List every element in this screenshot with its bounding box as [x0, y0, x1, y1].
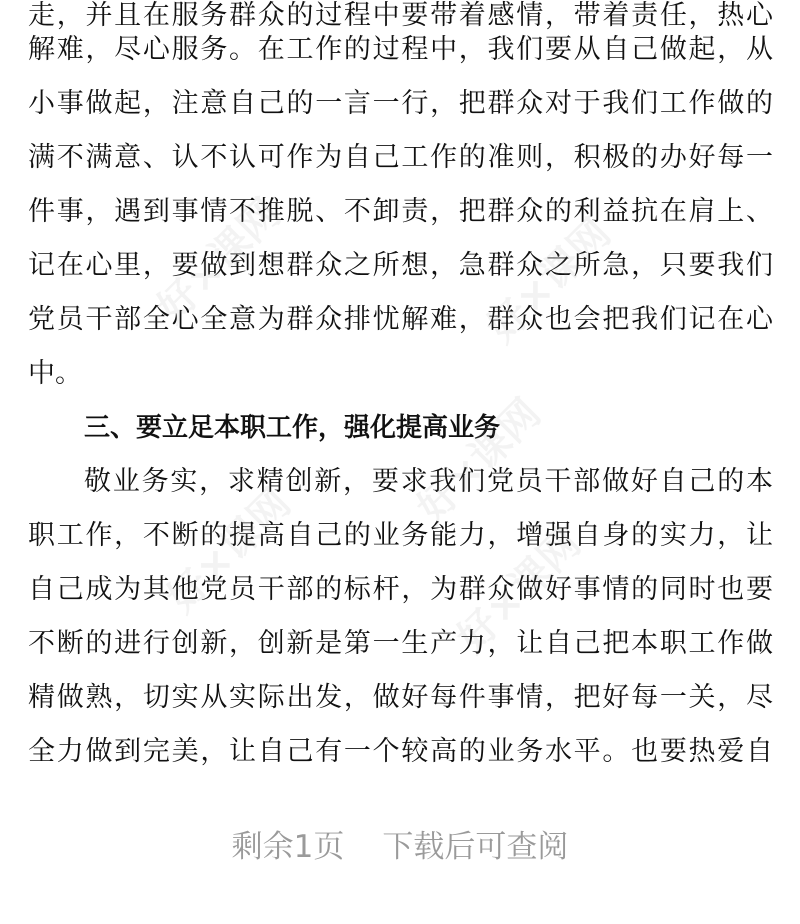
watermark-text: 好×课网: [408, 390, 550, 532]
paragraph-line: 解难，尽心服务。在工作的过程中，我们要从自己做起，从: [28, 34, 773, 65]
watermark-text: 好×课网: [448, 520, 590, 662]
paragraph-line: 满不满意、认不认可作为自己工作的准则，积极的办好每一: [28, 142, 773, 173]
download-prompt[interactable]: [0, 822, 800, 872]
paragraph-line: 记在心里，要做到想群众之所想，急群众之所急，只要我们: [28, 250, 773, 281]
paragraph-line: 自己成为其他党员干部的标杆，为群众做好事情的同时也要: [28, 574, 773, 605]
paragraph-line: 精做熟，切实从实际出发，做好每件事情，把好每一关，尽: [28, 682, 773, 713]
paragraph-line: 走，并且在服务群众的过程中要带着感情，带着责任，热心: [28, 0, 773, 31]
paragraph-line: 小事做起，注意自己的一言一行，把群众对于我们工作做的: [28, 88, 773, 119]
paragraph-line: 职工作，不断的提高自己的业务能力，增强自身的实力，让: [28, 520, 773, 551]
watermark-text: 好×课网: [478, 210, 620, 352]
section-heading: 三、要立足本职工作，强化提高业务: [84, 413, 501, 443]
watermark-text: 好×课网: [148, 190, 290, 332]
paragraph-line: 件事，遇到事情不推脱、不卸责，把群众的利益抗在肩上、: [28, 196, 773, 227]
download-to-view-label: 下载后可查阅: [382, 829, 569, 865]
paragraph-line: 中。: [28, 358, 82, 389]
watermark-text: 好×课网: [158, 480, 300, 622]
remaining-pages-label: 剩余1页: [231, 829, 345, 865]
paragraph-line: 敬业务实，求精创新，要求我们党员干部做好自己的本: [84, 466, 773, 497]
paragraph-line: 党员干部全心全意为群众排忧解难，群众也会把我们记在心: [28, 304, 773, 335]
paragraph-line: 不断的进行创新，创新是第一生产力，让自己把本职工作做: [28, 628, 773, 659]
paragraph-line: 全力做到完美，让自己有一个较高的业务水平。也要热爱自: [28, 736, 773, 767]
